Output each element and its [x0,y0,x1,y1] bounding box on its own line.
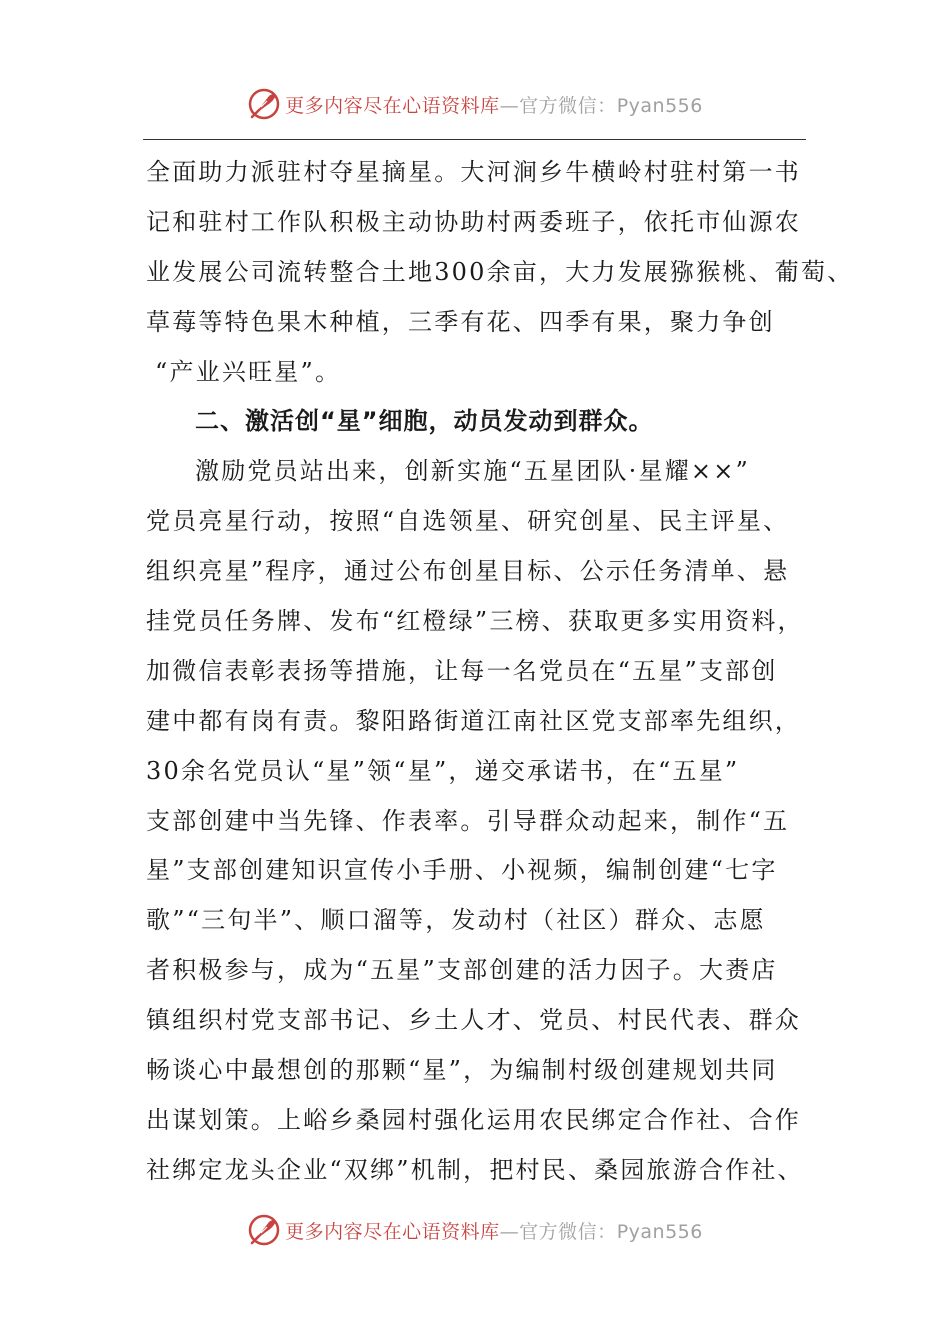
body-line: 全面助力派驻村夺星摘星。大河涧乡牛横岭村驻村第一书 [146,158,801,186]
feather-pen-logo-icon [247,87,281,121]
document-body [146,148,854,1196]
feather-pen-logo-icon [247,1213,281,1247]
header-separator: — [499,94,520,117]
body-line: 30余名党员认“星”领“星”，递交承诺书，在“五星” [146,756,740,785]
footer-banner-text [285,1217,703,1244]
body-line: 组织亮星”程序，通过公布创星目标、公示任务清单、悬 [146,557,790,586]
header-brand: 更多内容尽在心语资料库 [285,94,500,117]
footer-wechat-id: Pyan556 [616,1220,703,1243]
body-line: 畅谈心中最想创的那颗“星”，为编制村级创建规划共同 [146,1056,778,1085]
body-line: 出谋划策。上峪乡桑园村强化运用农民绑定合作社、合作 [146,1105,801,1134]
body-line: 星”支部创建知识宣传小手册、小视频，编制创建“七字 [146,856,778,885]
body-line: 者积极参与，成为“五星”支部创建的活力因子。大赉店 [146,956,778,985]
header-wechat-id: Pyan556 [616,94,703,117]
body-line: 社绑定龙头企业“双绑”机制，把村民、桑园旅游合作社、 [146,1155,804,1184]
body-line: 支部创建中当先锋、作表率。引导群众动起来，制作“五 [146,806,790,835]
body-line: 记和驻村工作队积极主动协助村两委班子，依托市仙源农 [146,207,801,236]
body-line: 业发展公司流转整合土地300余亩，大力发展猕猴桃、葡萄、 [146,257,854,286]
body-line: 激励党员站出来，创新实施“五星团队·星耀××” [195,457,750,486]
body-line: 草莓等特色果木种植，三季有花、四季有果，聚力争创 [146,307,775,336]
body-line: 加微信表彰表扬等措施，让每一名党员在“五星”支部创 [146,656,778,685]
header-banner [0,84,950,124]
section-heading: 二、激活创“星”细胞，动员发动到群众。 [195,407,654,436]
footer-contact-label: 官方微信： [519,1220,617,1243]
body-line: “产业兴旺星”。 [155,357,342,386]
body-line: 党员亮星行动，按照“自选领星、研究创星、民主评星、 [146,507,790,536]
body-line: 镇组织村党支部书记、乡土人才、党员、村民代表、群众 [146,1006,801,1035]
body-line: 歌”“三句半”、顺口溜等，发动村（社区）群众、志愿 [146,906,766,935]
header-divider [143,139,806,140]
body-line: 建中都有岗有责。黎阳路街道江南社区党支部率先组织， [146,706,801,735]
header-banner-text [285,91,703,118]
body-line: 挂党员任务牌、发布“红橙绿”三榜、获取更多实用资料， [146,607,804,636]
footer-banner [0,1210,950,1250]
header-contact-label: 官方微信： [519,94,617,117]
footer-separator: — [499,1220,520,1243]
footer-brand: 更多内容尽在心语资料库 [285,1220,500,1243]
